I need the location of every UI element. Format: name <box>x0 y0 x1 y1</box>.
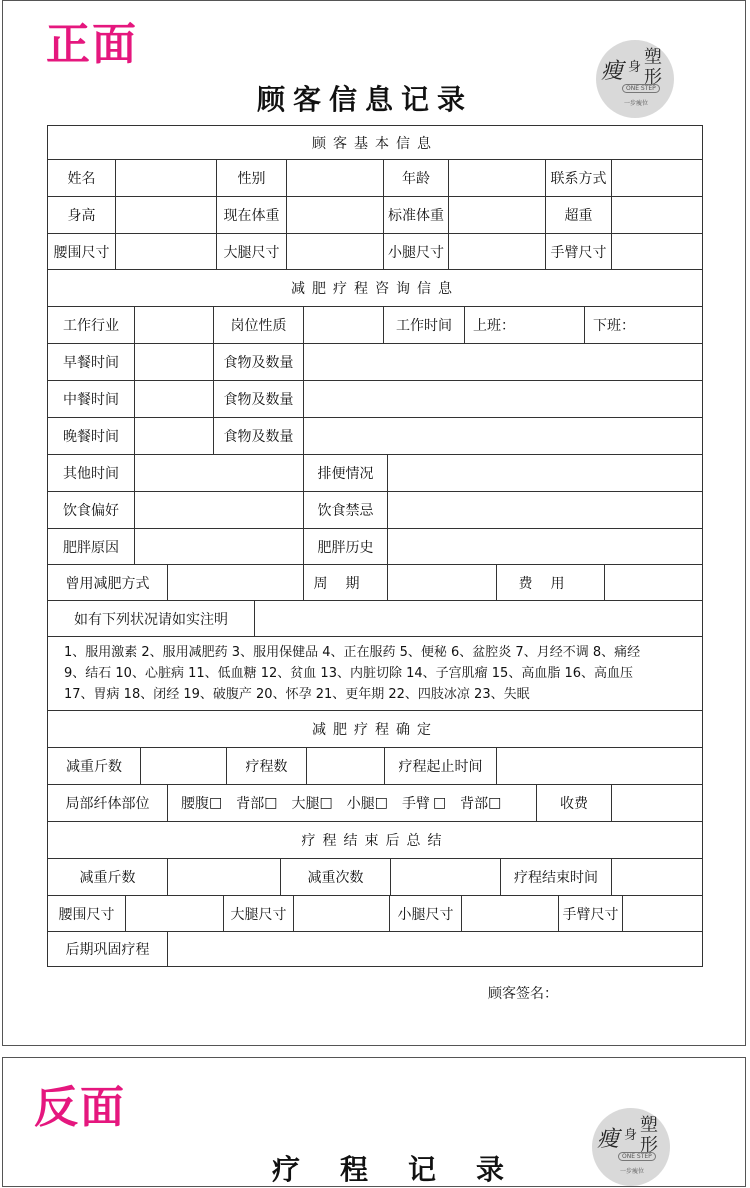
label-calf: 小腿尺寸 <box>383 233 448 269</box>
input-calf[interactable] <box>448 233 545 269</box>
label-summary-arm: 手臂尺寸 <box>558 895 622 931</box>
input-summary-thigh[interactable] <box>293 895 389 931</box>
label-end-time: 疗程结束时间 <box>500 858 611 895</box>
label-other-time: 其他时间 <box>47 454 134 491</box>
input-followup[interactable] <box>167 931 703 967</box>
label-work-time: 工作时间 <box>383 306 464 343</box>
front-side-label: 正面 <box>46 19 138 70</box>
input-industry[interactable] <box>134 306 213 343</box>
input-period[interactable] <box>387 564 496 600</box>
label-lunch: 中餐时间 <box>47 380 134 417</box>
label-cause: 肥胖原因 <box>47 528 134 564</box>
input-arm[interactable] <box>611 233 703 269</box>
option-label: 腰腹 <box>181 795 209 812</box>
label-followup: 后期巩固疗程 <box>47 931 167 967</box>
label-summary-weight-loss: 减重斤数 <box>47 858 167 895</box>
label-history: 肥胖历史 <box>303 528 387 564</box>
checkbox-arm[interactable]: □ <box>432 794 447 811</box>
checkbox-back-2[interactable]: □ <box>488 794 502 811</box>
back-side-label: 反面 <box>34 1082 126 1133</box>
label-summary-times: 减重次数 <box>280 858 390 895</box>
input-end-time[interactable] <box>611 858 703 895</box>
checkbox-back[interactable]: □ <box>264 794 278 811</box>
back-page-title: 疗程记录 <box>272 1153 545 1186</box>
label-fee: 收费 <box>536 784 611 821</box>
label-lunch-food: 食物及数量 <box>213 380 303 417</box>
input-dinner-food[interactable] <box>303 417 703 454</box>
input-summary-calf[interactable] <box>461 895 558 931</box>
input-summary-waist[interactable] <box>125 895 223 931</box>
input-dinner-time[interactable] <box>134 417 213 454</box>
input-past-methods[interactable] <box>167 564 303 600</box>
checkbox-thigh[interactable]: □ <box>319 794 333 811</box>
label-summary-calf: 小腿尺寸 <box>389 895 461 931</box>
input-summary-weight-loss[interactable] <box>167 858 280 895</box>
section-confirm: 减肥疗程确定 <box>47 710 703 747</box>
section-basic-info: 顾客基本信息 <box>47 125 703 159</box>
input-breakfast-food[interactable] <box>303 343 703 380</box>
label-sessions: 疗程数 <box>226 747 306 784</box>
label-age: 年龄 <box>383 159 448 196</box>
label-taboo: 饮食禁忌 <box>303 491 387 528</box>
label-bowel: 排便情况 <box>303 454 387 491</box>
label-local-area: 局部纤体部位 <box>47 784 167 821</box>
label-period: 周期 <box>303 564 387 600</box>
label-gender: 性别 <box>216 159 286 196</box>
input-bowel[interactable] <box>387 454 703 491</box>
input-taboo[interactable] <box>387 491 703 528</box>
input-height[interactable] <box>115 196 216 233</box>
label-course-period: 疗程起止时间 <box>384 747 496 784</box>
label-breakfast: 早餐时间 <box>47 343 134 380</box>
label-arm: 手臂尺寸 <box>545 233 611 269</box>
conditions-line-1: 1、服用激素 2、服用减肥药 3、服用保健品 4、正在服药 5、便秘 6、盆腔炎 7、月经不调 8、痛经 <box>64 645 641 660</box>
page-title: 顾客信息记录 <box>257 83 474 116</box>
input-gender[interactable] <box>286 159 383 196</box>
section-summary: 疗程结束后总结 <box>47 821 703 858</box>
option-label: 手臂 <box>401 795 430 812</box>
input-summary-arm[interactable] <box>622 895 703 931</box>
input-contact[interactable] <box>611 159 703 196</box>
input-conditions[interactable] <box>254 600 703 636</box>
option-label: 背部 <box>236 795 265 812</box>
label-standard-weight: 标准体重 <box>383 196 448 233</box>
input-preference[interactable] <box>134 491 303 528</box>
input-waist[interactable] <box>115 233 216 269</box>
brand-logo: 瘦 身 塑形 ONE STEP 一步瘦位 <box>596 40 674 118</box>
label-past-methods: 曾用减肥方式 <box>47 564 167 600</box>
local-area-checkboxes <box>181 784 501 821</box>
input-thigh[interactable] <box>286 233 383 269</box>
label-industry: 工作行业 <box>47 306 134 343</box>
label-name: 姓名 <box>47 159 115 196</box>
input-overweight[interactable] <box>611 196 703 233</box>
input-age[interactable] <box>448 159 545 196</box>
label-thigh: 大腿尺寸 <box>216 233 286 269</box>
input-off-duty[interactable]: 下班： <box>584 306 703 343</box>
label-waist: 腰围尺寸 <box>47 233 115 269</box>
input-current-weight[interactable] <box>286 196 383 233</box>
label-overweight: 超重 <box>545 196 611 233</box>
conditions-line-3: 17、胃病 18、闭经 19、破腹产 20、怀孕 21、更年期 22、四肢冰凉 23、失眠 <box>64 687 530 702</box>
label-summary-thigh: 大腿尺寸 <box>223 895 293 931</box>
checkbox-calf[interactable]: □ <box>374 794 388 811</box>
input-cause[interactable] <box>134 528 303 564</box>
conditions-line-2: 9、结石 10、心脏病 11、低血糖 12、贫血 13、内脏切除 14、子宫肌瘤 15、高血脂 16、高血压 <box>64 666 633 681</box>
input-sessions[interactable] <box>306 747 384 784</box>
section-consult-info: 减肥疗程咨询信息 <box>47 269 703 306</box>
option-label: 小腿 <box>346 795 375 812</box>
label-conditions-prompt: 如有下列状况请如实注明 <box>47 600 254 636</box>
label-position: 岗位性质 <box>213 306 303 343</box>
brand-logo-back: 瘦 身 塑形 ONE STEP 一步瘦位 <box>592 1108 670 1186</box>
input-history[interactable] <box>387 528 703 564</box>
label-weight-loss: 减重斤数 <box>47 747 140 784</box>
label-dinner-food: 食物及数量 <box>213 417 303 454</box>
input-name[interactable] <box>115 159 216 196</box>
input-lunch-time[interactable] <box>134 380 213 417</box>
conditions-list <box>47 636 703 710</box>
option-label: 大腿 <box>291 795 320 812</box>
input-other-time[interactable] <box>134 454 303 491</box>
label-breakfast-food: 食物及数量 <box>213 343 303 380</box>
label-height: 身高 <box>47 196 115 233</box>
label-current-weight: 现在体重 <box>216 196 286 233</box>
input-on-duty[interactable]: 上班： <box>464 306 584 343</box>
label-dinner: 晚餐时间 <box>47 417 134 454</box>
input-lunch-food[interactable] <box>303 380 703 417</box>
label-contact: 联系方式 <box>545 159 611 196</box>
customer-signature: 顾客签名： <box>488 986 558 1002</box>
label-summary-waist: 腰围尺寸 <box>47 895 125 931</box>
input-breakfast-time[interactable] <box>134 343 213 380</box>
option-label: 背部 <box>460 795 489 812</box>
label-preference: 饮食偏好 <box>47 491 134 528</box>
input-position[interactable] <box>303 306 383 343</box>
checkbox-waist-abdomen[interactable]: □ <box>209 794 223 811</box>
input-fee[interactable] <box>611 784 703 821</box>
input-cost[interactable] <box>604 564 703 600</box>
input-weight-loss[interactable] <box>140 747 226 784</box>
input-summary-times[interactable] <box>390 858 500 895</box>
input-course-period[interactable] <box>496 747 703 784</box>
label-cost: 费用 <box>496 564 604 600</box>
input-standard-weight[interactable] <box>448 196 545 233</box>
